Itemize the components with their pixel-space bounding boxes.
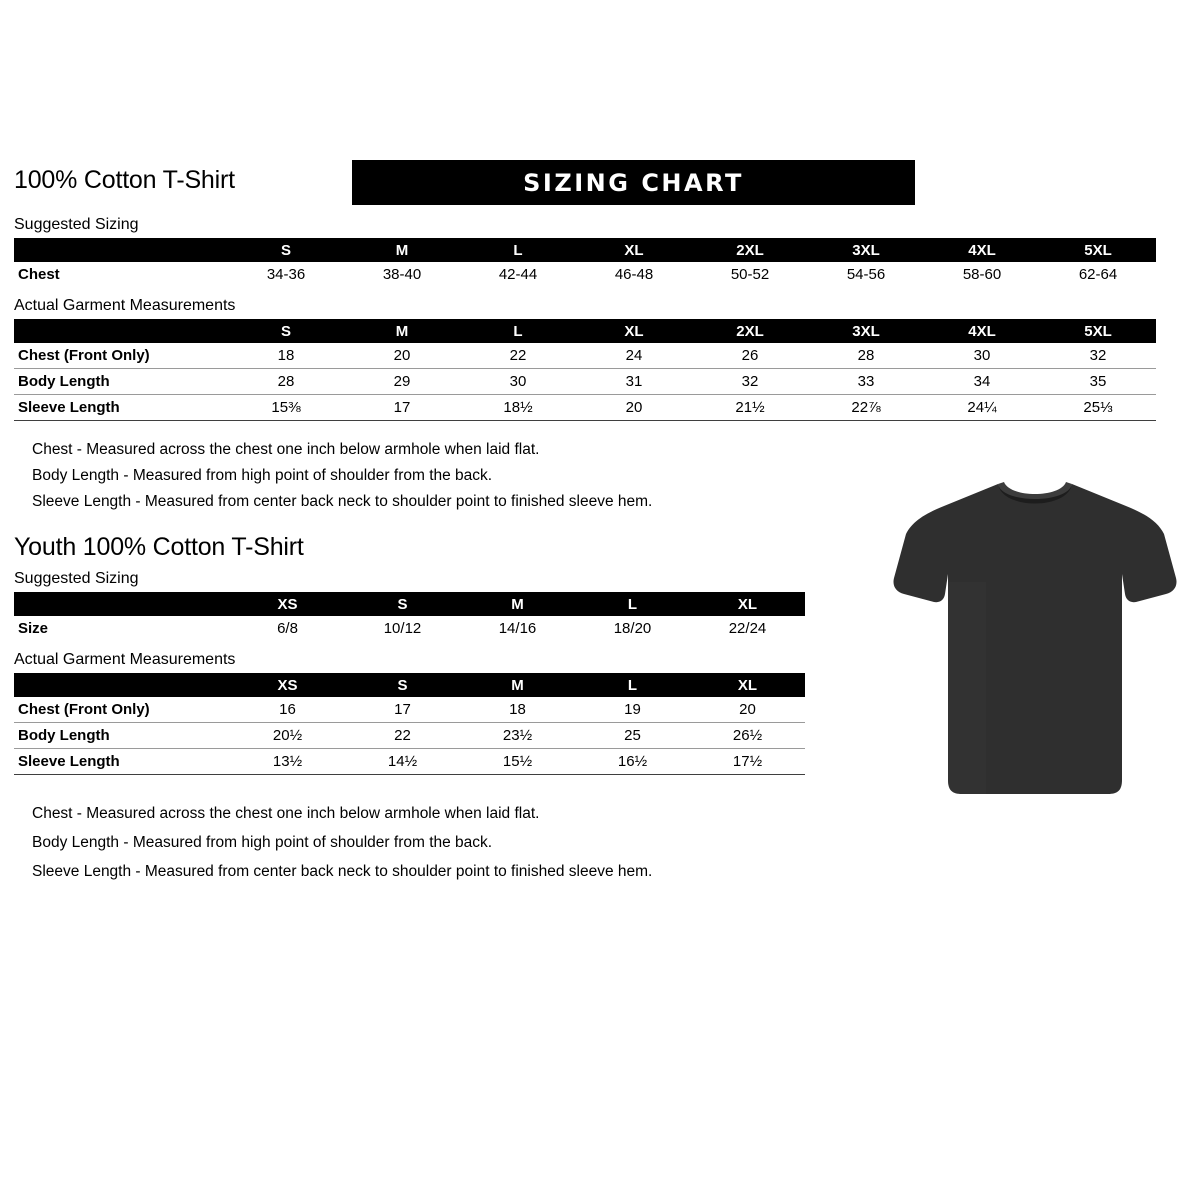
table-cell: 35 [1040, 369, 1156, 395]
table-cell: 18½ [460, 395, 576, 421]
column-header: S [397, 676, 408, 694]
table-row [14, 697, 805, 723]
table-cell: 24 [576, 343, 692, 369]
table-cell: 23½ [460, 723, 575, 749]
table-cell: 15½ [460, 749, 575, 775]
page-title: 100% Cotton T-Shirt [14, 166, 235, 194]
table-cell: 17 [345, 697, 460, 723]
table-cell: 18 [460, 697, 575, 723]
note-body-length: Body Length - Measured from high point of shoulder from the back. [32, 467, 493, 484]
table-cell: 19 [575, 697, 690, 723]
row-label: Sleeve Length [14, 749, 230, 775]
table-cell: 54-56 [808, 262, 924, 287]
table-cell: 18 [228, 343, 344, 369]
table-cell: 31 [576, 369, 692, 395]
sizing-chart-banner-label: SIZING CHART [523, 168, 744, 197]
note-chest: Chest - Measured across the chest one inch below armhole when laid flat. [32, 805, 540, 822]
table-header-row [14, 238, 1156, 262]
youth-actual-table [14, 673, 805, 775]
youth-actual-label: Actual Garment Measurements [14, 651, 236, 668]
table-cell: 10/12 [345, 616, 460, 641]
table-row [14, 723, 805, 749]
column-header: 5XL [1084, 241, 1112, 259]
column-header: S [280, 241, 291, 259]
table-header-row [14, 319, 1156, 343]
table-cell: 25⅓ [1040, 395, 1156, 421]
column-header: M [395, 241, 409, 259]
table-cell: 20 [690, 697, 805, 723]
column-header: 4XL [968, 241, 996, 259]
table-cell: 25 [575, 723, 690, 749]
table-cell: 34 [924, 369, 1040, 395]
adult-actual-table [14, 319, 1156, 421]
table-cell: 46-48 [576, 262, 692, 287]
table-cell: 22 [460, 343, 576, 369]
table-cell: 32 [1040, 343, 1156, 369]
note-sleeve-length: Sleeve Length - Measured from center back neck to shoulder point to finished sleeve hem. [32, 863, 653, 880]
table-row [14, 749, 805, 775]
table-cell: 15⅜ [228, 395, 344, 421]
table-cell: 42-44 [460, 262, 576, 287]
column-header: 2XL [736, 241, 764, 259]
column-header [14, 319, 228, 343]
column-header: XS [277, 595, 298, 613]
sizing-chart-banner [352, 160, 915, 205]
column-header: L [627, 676, 638, 694]
youth-section-title: Youth 100% Cotton T-Shirt [14, 533, 304, 561]
row-label: Chest (Front Only) [14, 343, 228, 369]
column-header: 5XL [1084, 322, 1112, 340]
table-row [14, 395, 1156, 421]
table-header-row [14, 592, 805, 616]
row-label: Body Length [14, 723, 230, 749]
column-header: 3XL [852, 241, 880, 259]
column-header: L [513, 241, 523, 259]
tshirt-illustration [890, 470, 1180, 810]
row-label: Chest [14, 262, 228, 287]
table-cell: 18/20 [575, 616, 690, 641]
table-cell: 50-52 [692, 262, 808, 287]
youth-suggested-table [14, 592, 805, 641]
table-cell: 21½ [692, 395, 808, 421]
table-cell: 32 [692, 369, 808, 395]
table-cell: 17½ [690, 749, 805, 775]
column-header: L [627, 595, 638, 613]
column-header: M [395, 322, 409, 340]
table-cell: 26½ [690, 723, 805, 749]
table-row [14, 369, 1156, 395]
youth-suggested-label: Suggested Sizing [14, 570, 139, 587]
column-header: XL [737, 676, 758, 694]
table-cell: 20 [344, 343, 460, 369]
table-row [14, 343, 1156, 369]
column-header: S [397, 595, 408, 613]
note-body-length: Body Length - Measured from high point of shoulder from the back. [32, 834, 493, 851]
column-header: L [513, 322, 523, 340]
table-cell: 14½ [345, 749, 460, 775]
table-cell: 16 [230, 697, 345, 723]
row-label: Sleeve Length [14, 395, 228, 421]
table-cell: 62-64 [1040, 262, 1156, 287]
note-sleeve-length: Sleeve Length - Measured from center back neck to shoulder point to finished sleeve hem. [32, 493, 653, 510]
column-header: 4XL [968, 322, 996, 340]
table-cell: 13½ [230, 749, 345, 775]
table-cell: 30 [460, 369, 576, 395]
table-cell: 38-40 [344, 262, 460, 287]
table-cell: 34-36 [228, 262, 344, 287]
adult-suggested-table [14, 238, 1156, 287]
adult-suggested-label: Suggested Sizing [14, 216, 139, 233]
column-header: XL [624, 241, 644, 259]
adult-actual-label: Actual Garment Measurements [14, 297, 236, 314]
youth-notes [14, 799, 1174, 886]
table-cell: 16½ [575, 749, 690, 775]
table-cell: 24¼ [924, 395, 1040, 421]
table-header-row [14, 673, 805, 697]
row-label: Chest (Front Only) [14, 697, 230, 723]
table-cell: 28 [808, 343, 924, 369]
header-row [14, 160, 1174, 208]
table-cell: 14/16 [460, 616, 575, 641]
column-header [14, 592, 230, 616]
table-cell: 33 [808, 369, 924, 395]
row-label: Body Length [14, 369, 228, 395]
table-cell: 20½ [230, 723, 345, 749]
table-cell: 30 [924, 343, 1040, 369]
table-cell: 20 [576, 395, 692, 421]
table-row [14, 616, 805, 641]
column-header: 2XL [736, 322, 764, 340]
table-cell: 28 [228, 369, 344, 395]
table-cell: 17 [344, 395, 460, 421]
note-chest: Chest - Measured across the chest one inch below armhole when laid flat. [32, 441, 540, 458]
table-cell: 6/8 [230, 616, 345, 641]
table-cell: 29 [344, 369, 460, 395]
table-cell: 22 [345, 723, 460, 749]
column-header [14, 673, 230, 697]
column-header: XS [277, 676, 298, 694]
column-header: XL [737, 595, 758, 613]
tshirt-icon [890, 470, 1180, 810]
table-row [14, 262, 1156, 287]
table-cell: 22/24 [690, 616, 805, 641]
column-header: 3XL [852, 322, 880, 340]
column-header: M [511, 676, 524, 694]
column-header: XL [624, 322, 644, 340]
table-cell: 22⅞ [808, 395, 924, 421]
column-header: M [511, 595, 524, 613]
row-label: Size [14, 616, 230, 641]
column-header: S [280, 322, 291, 340]
table-cell: 26 [692, 343, 808, 369]
table-cell: 58-60 [924, 262, 1040, 287]
column-header [14, 238, 228, 262]
